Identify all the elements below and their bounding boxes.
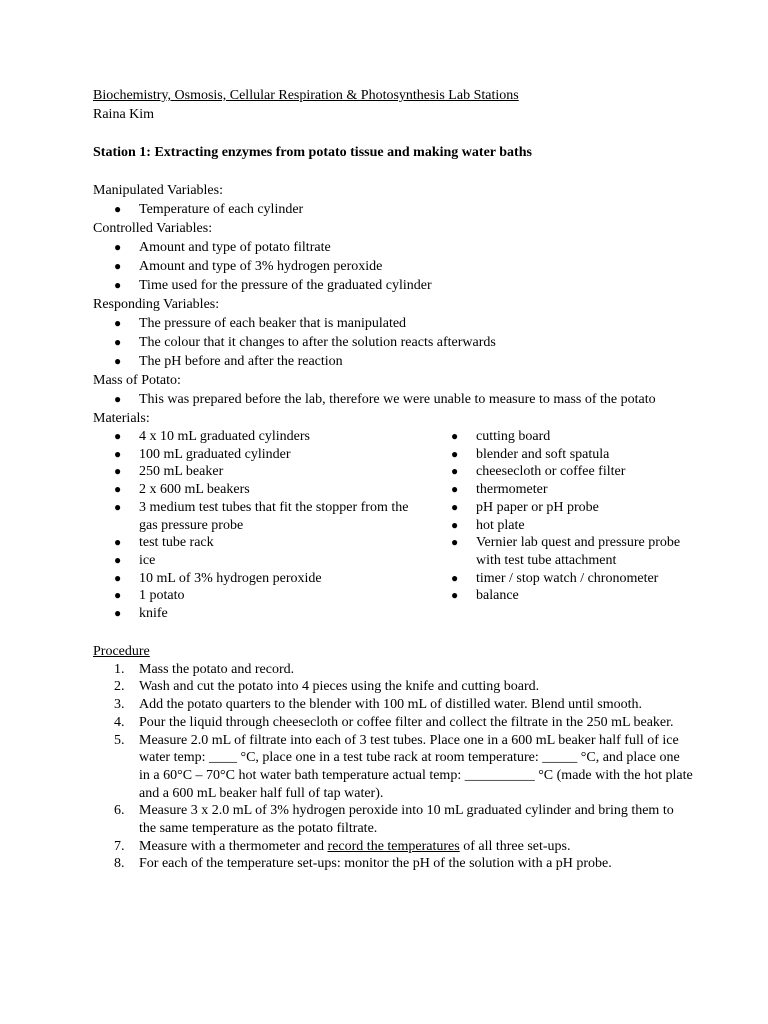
manipulated-label: Manipulated Variables:	[93, 183, 223, 198]
procedure-list	[93, 661, 693, 873]
procedure-step	[93, 714, 693, 732]
list-item: ● Amount and type of 3% hydrogen peroxide	[93, 257, 693, 276]
document-body	[93, 86, 693, 873]
list-item: ● 100 mL graduated cylinder	[93, 446, 430, 464]
spacer	[93, 623, 693, 642]
procedure-step	[93, 855, 693, 873]
list-item: ● Time used for the pressure of the graduated cylinder	[93, 276, 693, 295]
list-item: ● Amount and type of potato filtrate	[93, 238, 693, 257]
list-item: ● Vernier lab quest and pressure probe with test tube attachment	[430, 534, 693, 569]
step-number: 6.	[114, 803, 125, 819]
step-text: Wash and cut the potato into 4 pieces using the knife and cutting board.	[139, 679, 540, 695]
step-number: 1.	[114, 661, 125, 677]
list-item: ● hot plate	[430, 517, 693, 535]
step-text: of all three set-ups.	[459, 838, 571, 854]
list-item: ● ice	[93, 552, 430, 570]
list-item: ● 4 x 10 mL graduated cylinders	[93, 428, 430, 446]
list-item: ● 10 mL of 3% hydrogen peroxide	[93, 570, 430, 588]
responding-list	[93, 314, 693, 371]
list-item: ● 2 x 600 mL beakers	[93, 481, 430, 499]
step-number: 2.	[114, 679, 125, 695]
procedure-step	[93, 838, 693, 856]
procedure-step	[93, 802, 693, 837]
step-text: Measure with a thermometer and	[139, 838, 328, 854]
list-item: ● blender and soft spatula	[430, 446, 693, 464]
step-number: 4.	[114, 714, 125, 730]
list-item: ● The colour that it changes to after the solution reacts afterwards	[93, 333, 693, 352]
materials-label: Materials:	[93, 411, 150, 426]
spacer	[93, 124, 693, 143]
list-item: ● 250 mL beaker	[93, 463, 430, 481]
mass-list	[93, 390, 693, 409]
controlled-label: Controlled Variables:	[93, 221, 213, 236]
list-item: ● thermometer	[430, 481, 693, 499]
list-item: ● 3 medium test tubes that fit the stopper from the gas pressure probe	[93, 499, 430, 534]
list-item: ● knife	[93, 605, 430, 623]
materials-right-list	[430, 428, 693, 623]
list-item: ● cheesecloth or coffee filter	[430, 463, 693, 481]
step-text: Add the potato quarters to the blender with 100 mL of distilled water. Blend until smooth.	[139, 697, 643, 713]
responding-label: Responding Variables:	[93, 297, 220, 312]
document-title: Biochemistry, Osmosis, Cellular Respiration & Photosynthesis Lab Stations	[93, 88, 519, 103]
step-number: 7.	[114, 838, 125, 854]
list-item: ● Temperature of each cylinder	[93, 200, 693, 219]
step-number: 8.	[114, 856, 125, 872]
controlled-list	[93, 238, 693, 295]
procedure-step	[93, 696, 693, 714]
list-item: ● This was prepared before the lab, therefore we were unable to measure to mass of the potato	[93, 390, 693, 409]
list-item: ● The pH before and after the reaction	[93, 352, 693, 371]
list-item: ● balance	[430, 587, 693, 605]
procedure-step	[93, 732, 693, 803]
list-item: ● test tube rack	[93, 534, 430, 552]
step-text: For each of the temperature set-ups: monitor the pH of the solution with a pH probe.	[139, 856, 612, 872]
procedure-step	[93, 661, 693, 679]
spacer	[93, 162, 693, 181]
mass-label: Mass of Potato:	[93, 373, 181, 388]
step-text: Pour the liquid through cheesecloth or coffee filter and collect the filtrate in the 250 mL beaker.	[139, 714, 674, 730]
list-item: ● cutting board	[430, 428, 693, 446]
station-heading: Station 1: Extracting enzymes from potato tissue and making water baths	[93, 145, 532, 160]
author-name: Raina Kim	[93, 107, 155, 122]
materials-columns	[93, 428, 693, 623]
step-underlined-text: record the temperatures	[327, 838, 460, 854]
list-item: ● timer / stop watch / chronometer	[430, 570, 693, 588]
step-text: Measure 3 x 2.0 mL of 3% hydrogen peroxide into 10 mL graduated cylinder and bring them to the same temperature as the potato filtrate.	[139, 803, 674, 837]
list-item: ● The pressure of each beaker that is manipulated	[93, 314, 693, 333]
procedure-step	[93, 678, 693, 696]
manipulated-list	[93, 200, 693, 219]
list-item: ● 1 potato	[93, 587, 430, 605]
list-item: ● pH paper or pH probe	[430, 499, 693, 517]
step-number: 3.	[114, 697, 125, 713]
materials-left-list	[93, 428, 430, 623]
step-number: 5.	[114, 732, 125, 748]
step-text: Mass the potato and record.	[139, 661, 295, 677]
step-text: Measure 2.0 mL of filtrate into each of 3 test tubes. Place one in a 600 mL beaker half full of ice water temp: ____ °C, place one in a test tube rack at room temperature: _____ °C, and place one in a 60°C – 70°C hot water bath temperature actual temp: __________ °C (made with the hot plate and a 600 mL beaker half full of tap water).	[139, 732, 693, 801]
procedure-heading: Procedure	[93, 643, 150, 659]
